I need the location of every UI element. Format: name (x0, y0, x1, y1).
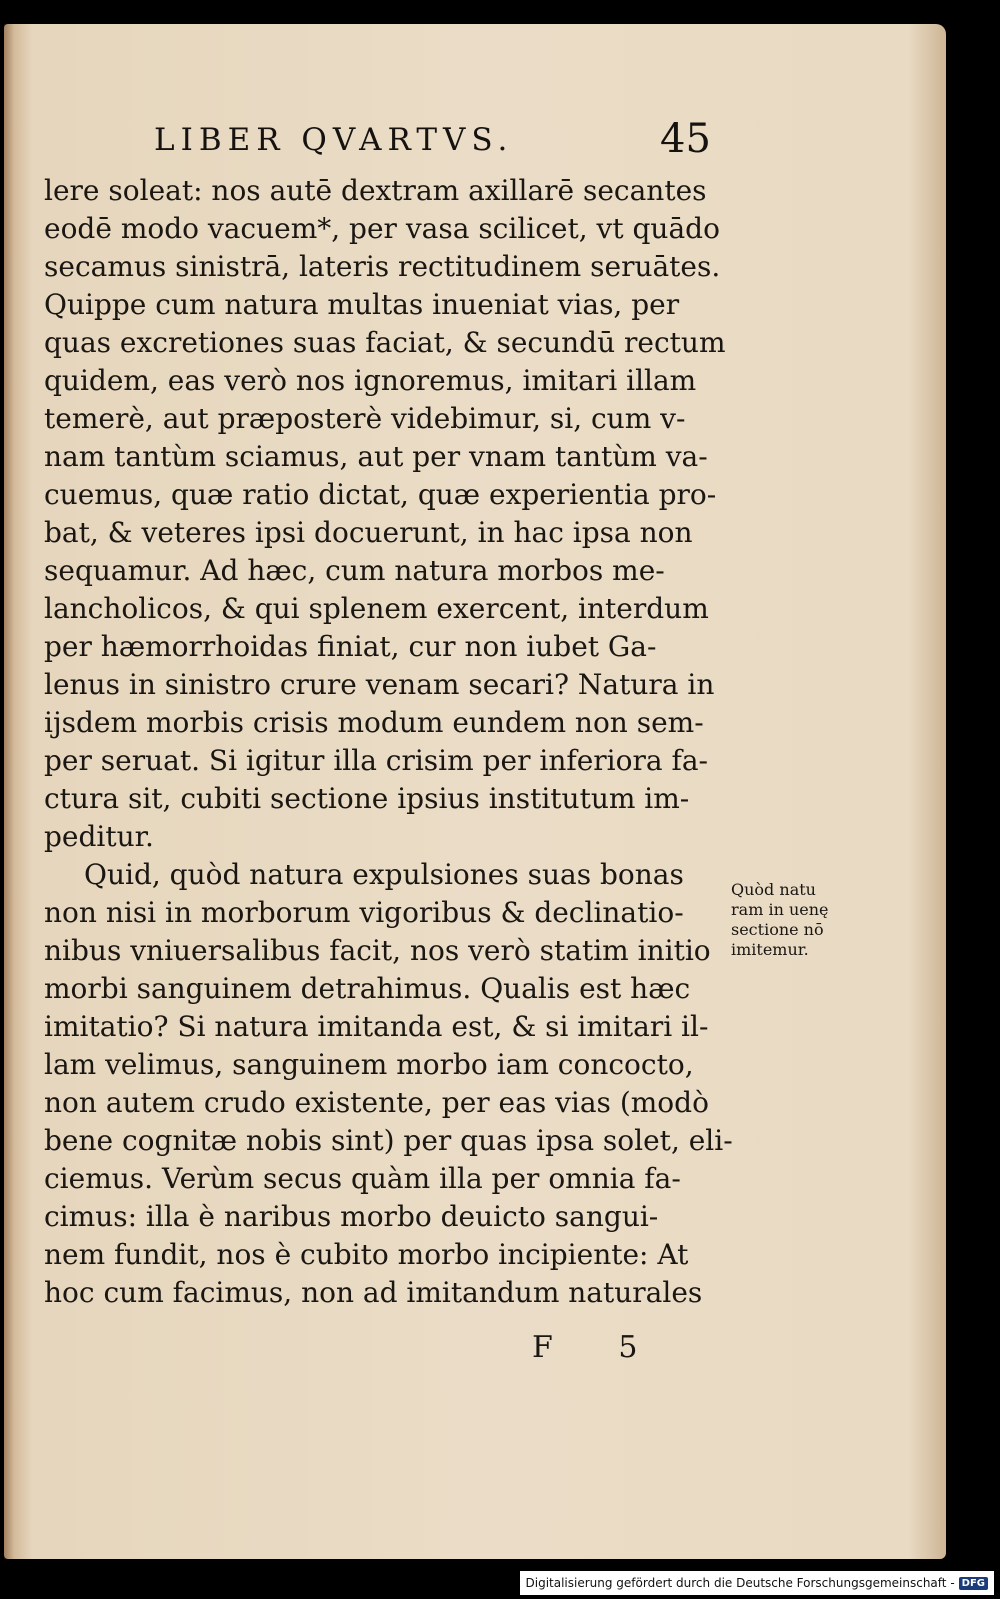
marginal-line: Quòd natu (731, 880, 816, 899)
signature-mark: F 5 (532, 1330, 666, 1365)
text-line: quas excretiones suas faciat, & secundū rectum (44, 326, 726, 359)
marginal-line: sectione nō (731, 920, 824, 939)
text-line: secamus sinistrā, lateris rectitudinem seruātes. (44, 250, 721, 283)
page-number: 45 (660, 116, 711, 162)
book-page (4, 24, 946, 1559)
running-title: LIBER QVARTVS. (154, 122, 514, 158)
text-line: ijsdem morbis crisis modum eundem non sem- (44, 706, 704, 739)
text-line: lam velimus, sanguinem morbo iam concocto, (44, 1048, 694, 1081)
text-line: imitatio? Si natura imitanda est, & si imitari il- (44, 1010, 709, 1043)
text-line: morbi sanguinem detrahimus. Qualis est hæc (44, 972, 691, 1005)
marginal-line: imitemur. (731, 940, 809, 959)
text-line: ctura sit, cubiti sectione ipsius institutum im- (44, 782, 690, 815)
text-line: lere soleat: nos autē dextram axillarē secantes (44, 174, 707, 207)
text-line: peditur. (44, 820, 154, 853)
marginal-line: ram in uenę (731, 900, 829, 919)
text-line: nem fundit, nos è cubito morbo incipiente: At (44, 1238, 689, 1271)
paragraph-1 (44, 172, 726, 856)
digitization-credit (520, 1571, 995, 1595)
credit-text: Digitalisierung gefördert durch die Deutsche Forschungsgemeinschaft - (525, 1576, 955, 1590)
text-line: ciemus. Verùm secus quàm illa per omnia fa- (44, 1162, 681, 1195)
text-line: temerè, aut præposterè videbimur, si, cum v- (44, 402, 686, 435)
text-line: Quippe cum natura multas inueniat vias, per (44, 288, 680, 321)
dfg-logo: DFG (959, 1577, 988, 1590)
marginal-note (731, 880, 861, 960)
text-line: sequamur. Ad hæc, cum natura morbos me- (44, 554, 665, 587)
text-line: bat, & veteres ipsi docuerunt, in hac ipsa non (44, 516, 693, 549)
paragraph-2 (44, 856, 733, 1312)
text-line: per hæmorrhoidas finiat, cur non iubet Ga- (44, 630, 657, 663)
text-line: non autem crudo existente, per eas vias (modò (44, 1086, 709, 1119)
text-line: non nisi in morborum vigoribus & declinatio- (44, 896, 684, 929)
text-line: bene cognitæ nobis sint) per quas ipsa solet, eli- (44, 1124, 733, 1157)
text-line: cimus: illa è naribus morbo deuicto sangui- (44, 1200, 659, 1233)
text-line: lancholicos, & qui splenem exercent, interdum (44, 592, 709, 625)
text-line: lenus in sinistro crure venam secari? Natura in (44, 668, 715, 701)
text-line: Quid, quòd natura expulsiones suas bonas (84, 858, 684, 891)
text-line: per seruat. Si igitur illa crisim per inferiora fa- (44, 744, 708, 777)
body-text (44, 172, 733, 1312)
text-line: nibus vniuersalibus facit, nos verò statim initio (44, 934, 711, 967)
text-line: cuemus, quæ ratio dictat, quæ experientia pro- (44, 478, 717, 511)
text-line: hoc cum facimus, non ad imitandum naturales (44, 1276, 703, 1309)
text-line: eodē modo vacuem*, per vasa scilicet, vt quādo (44, 212, 720, 245)
text-line: quidem, eas verò nos ignoremus, imitari illam (44, 364, 697, 397)
text-line: nam tantùm sciamus, aut per vnam tantùm va- (44, 440, 708, 473)
